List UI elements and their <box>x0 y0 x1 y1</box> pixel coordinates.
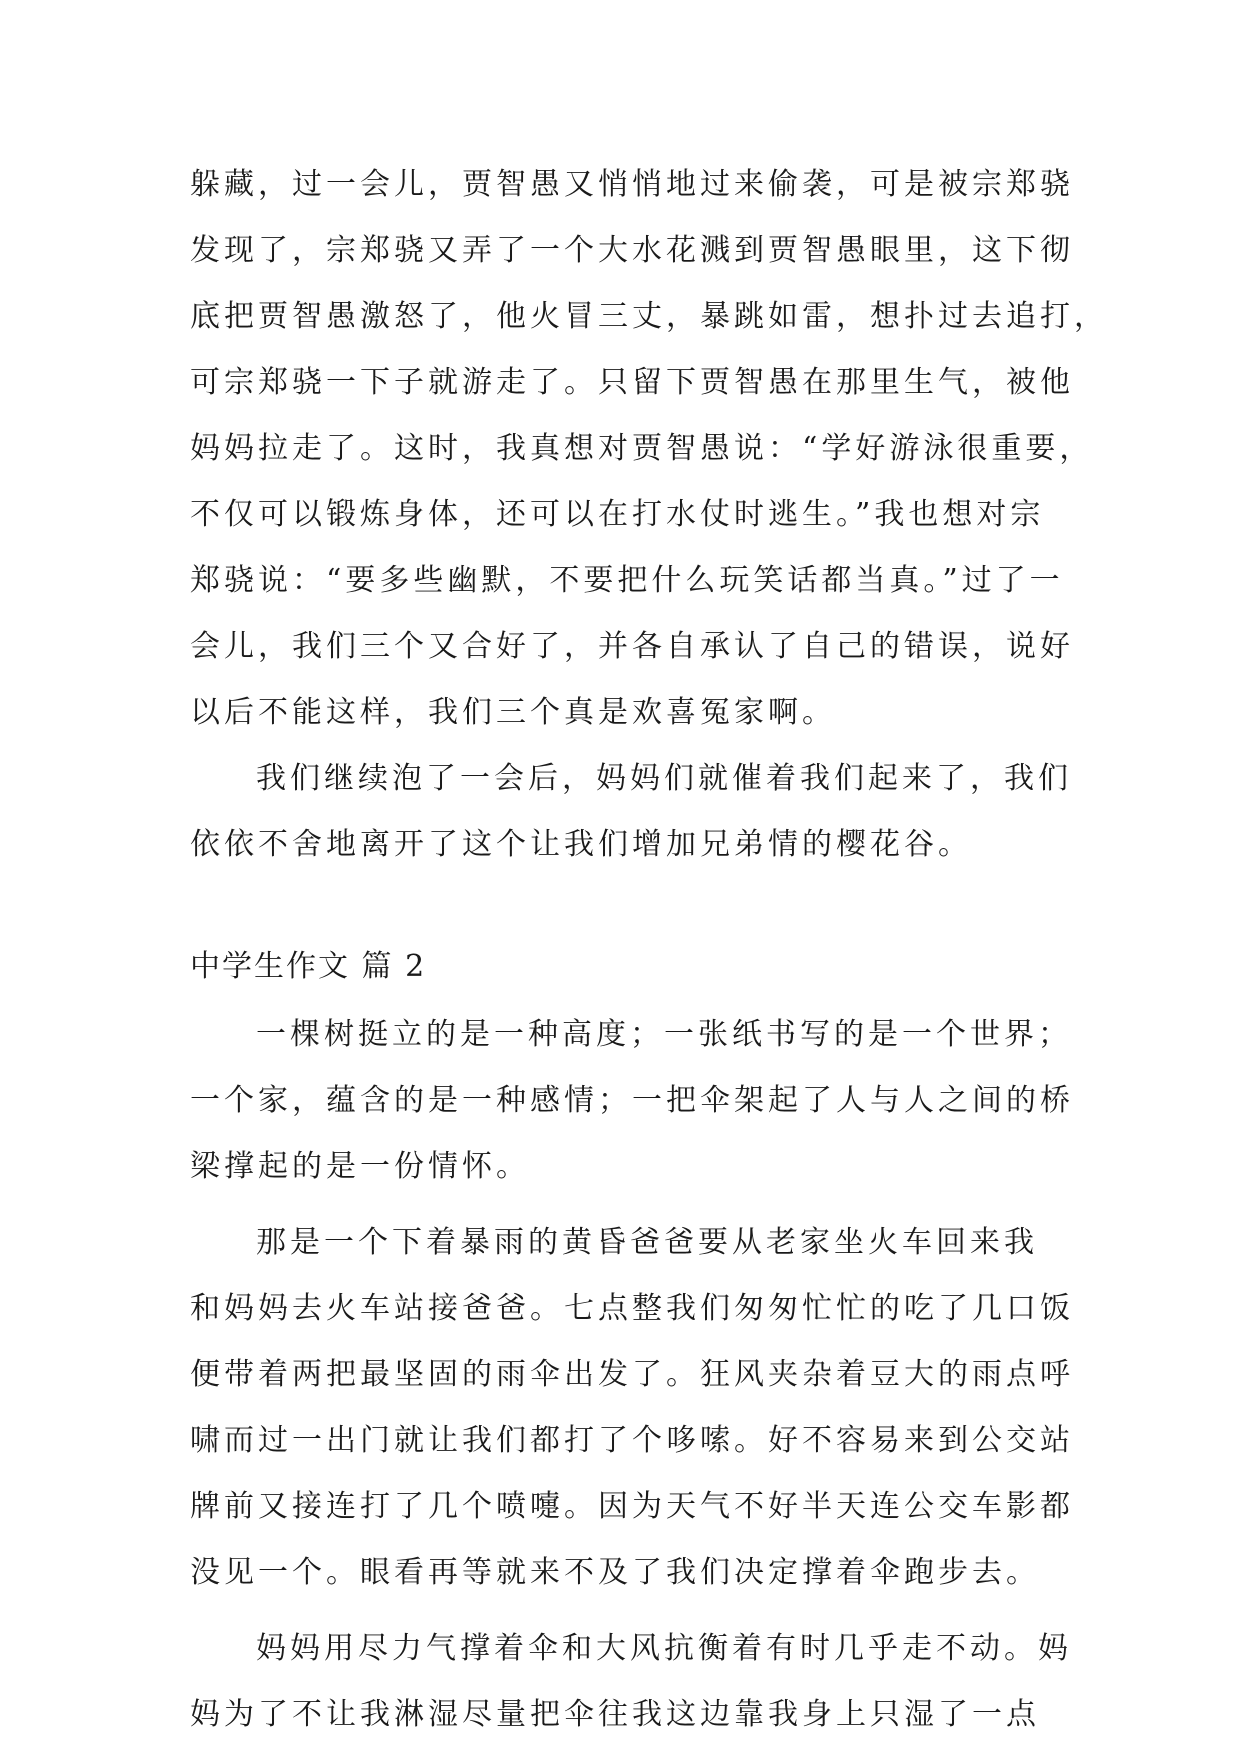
text-line: 便带着两把最坚固的雨伞出发了。狂风夹杂着豆大的雨点呼 <box>190 1357 1074 1392</box>
text-line: 以后不能这样，我们三个真是欢喜冤家啊。 <box>190 695 836 730</box>
text-line: 妈妈用尽力气撑着伞和大风抗衡着有时几乎走不动。妈 <box>256 1631 1072 1666</box>
text-line: 妈妈拉走了。这时，我真想对贾智愚说：“学好游泳很重要， <box>190 431 1094 466</box>
text-line: 没见一个。眼看再等就来不及了我们决定撑着伞跑步去。 <box>190 1555 1040 1590</box>
text-line: 可宗郑骁一下子就游走了。只留下贾智愚在那里生气，被他 <box>190 365 1074 400</box>
section-heading: 中学生作文 篇 2 <box>190 949 427 984</box>
text-line: 一个家，蕴含的是一种感情；一把伞架起了人与人之间的桥 <box>190 1083 1074 1118</box>
text-line: 发现了，宗郑骁又弄了一个大水花溅到贾智愚眼里，这下彻 <box>190 233 1074 268</box>
text-line: 一棵树挺立的是一种高度；一张纸书写的是一个世界； <box>256 1017 1072 1052</box>
text-line: 和妈妈去火车站接爸爸。七点整我们匆匆忙忙的吃了几口饭 <box>190 1291 1074 1326</box>
text-line: 依依不舍地离开了这个让我们增加兄弟情的樱花谷。 <box>190 827 972 862</box>
text-line: 啸而过一出门就让我们都打了个哆嗦。好不容易来到公交站 <box>190 1423 1074 1458</box>
text-line: 底把贾智愚激怒了，他火冒三丈，暴跳如雷，想扑过去追打， <box>190 299 1108 334</box>
text-line: 郑骁说：“要多些幽默，不要把什么玩笑话都当真。”过了一 <box>190 563 1064 598</box>
text-line: 不仅可以锻炼身体，还可以在打水仗时逃生。”我也想对宗 <box>190 497 1045 532</box>
text-line: 梁撑起的是一份情怀。 <box>190 1149 530 1184</box>
text-line: 我们继续泡了一会后，妈妈们就催着我们起来了，我们 <box>256 761 1072 796</box>
text-line: 躲藏，过一会儿，贾智愚又悄悄地过来偷袭，可是被宗郑骁 <box>190 167 1074 202</box>
text-line: 妈为了不让我淋湿尽量把伞往我这边靠我身上只湿了一点 <box>190 1697 1040 1732</box>
text-line: 牌前又接连打了几个喷嚏。因为天气不好半天连公交车影都 <box>190 1489 1074 1524</box>
text-line: 那是一个下着暴雨的黄昏爸爸要从老家坐火车回来我 <box>256 1225 1038 1260</box>
text-line: 会儿，我们三个又合好了，并各自承认了自己的错误，说好 <box>190 629 1074 664</box>
